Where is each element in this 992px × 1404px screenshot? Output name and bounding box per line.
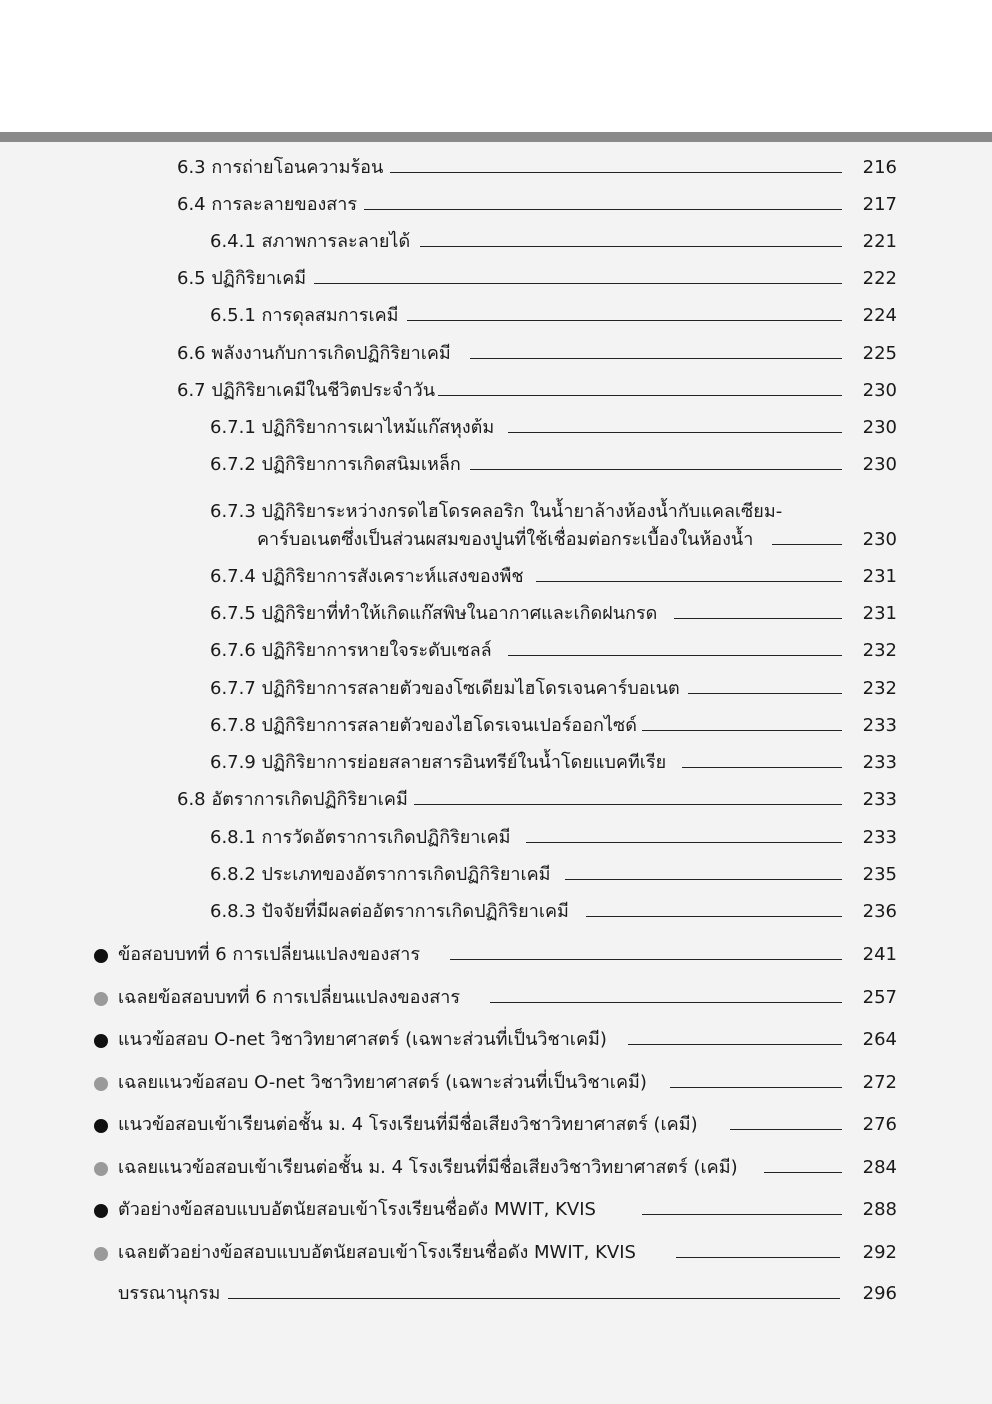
dot-leader (526, 842, 842, 843)
toc-entry[interactable] (0, 378, 992, 415)
toc-page-number: 216 (862, 157, 897, 178)
toc-entry-label: 6.7.8 ปฏิกิริยาการสลายตัวของไฮโดรเจนเปอร์ออกไซด์ (210, 715, 637, 736)
toc-page-number: 284 (862, 1157, 897, 1178)
dot-leader (628, 1044, 842, 1045)
toc-entry[interactable] (0, 303, 992, 340)
toc-entry[interactable] (0, 452, 992, 489)
dot-leader (682, 767, 842, 768)
toc-page-number: 233 (862, 789, 897, 810)
toc-entry[interactable] (0, 787, 992, 824)
dot-leader (228, 1298, 840, 1299)
toc-entry-label: บรรณานุกรม (118, 1283, 221, 1304)
dot-leader (586, 916, 842, 917)
dot-leader (438, 395, 842, 396)
toc-page-number: 230 (862, 380, 897, 401)
toc-page-number: 296 (862, 1283, 897, 1304)
toc-page-number: 288 (862, 1199, 897, 1220)
toc-entry-label: 6.7.7 ปฏิกิริยาการสลายตัวของโซเดียมไฮโดรเจนคาร์บอเนต (210, 678, 680, 699)
toc-entry[interactable] (0, 341, 992, 378)
dot-leader (407, 320, 842, 321)
toc-entry-label: 6.5.1 การดุลสมการเคมี (210, 305, 399, 326)
dot-leader (364, 209, 842, 210)
toc-entry-label: 6.6 พลังงานกับการเกิดปฏิกิริยาเคมี (177, 343, 451, 364)
toc-entry-label: 6.8.2 ประเภทของอัตราการเกิดปฏิกิริยาเคมี (210, 864, 551, 885)
dot-leader (470, 469, 842, 470)
dot-leader (536, 581, 842, 582)
toc-entry[interactable] (0, 564, 992, 601)
toc-entry[interactable] (0, 1197, 992, 1234)
dot-leader (508, 655, 842, 656)
toc-entry[interactable] (0, 825, 992, 862)
toc-page-number: 222 (862, 268, 897, 289)
toc-entry-label: เฉลยตัวอย่างข้อสอบแบบอัตนัยสอบเข้าโรงเรียนชื่อดัง MWIT, KVIS (118, 1242, 636, 1263)
toc-page-number: 236 (862, 901, 897, 922)
toc-entry-label: 6.3 การถ่ายโอนความร้อน (177, 157, 384, 178)
bullet-grey-icon (94, 992, 108, 1006)
toc-entry[interactable] (0, 155, 992, 192)
toc-entry-label: ตัวอย่างข้อสอบแบบอัตนัยสอบเข้าโรงเรียนชื่อดัง MWIT, KVIS (118, 1199, 596, 1220)
toc-entry[interactable] (0, 601, 992, 638)
dot-leader (420, 246, 842, 247)
toc-page-number: 230 (862, 454, 897, 475)
toc-entry[interactable] (0, 1070, 992, 1107)
dot-leader (314, 283, 842, 284)
toc-entry[interactable] (0, 229, 992, 266)
toc-page-number: 232 (862, 678, 897, 699)
toc-page-number: 233 (862, 827, 897, 848)
bullet-dark-icon (94, 949, 108, 963)
toc-page-number: 221 (862, 231, 897, 252)
toc-entry-label: 6.7.5 ปฏิกิริยาที่ทำให้เกิดแก๊สพิษในอากาศและเกิดฝนกรด (210, 603, 658, 624)
toc-page-number: 292 (862, 1242, 897, 1263)
toc-page-number: 241 (862, 944, 897, 965)
toc-entry[interactable] (0, 266, 992, 303)
toc-entry[interactable] (0, 1112, 992, 1149)
toc-entry-label: 6.7.9 ปฏิกิริยาการย่อยสลายสารอินทรีย์ในน้ำโดยแบคทีเรีย (210, 752, 667, 773)
toc-page-number: 232 (862, 640, 897, 661)
toc-entry[interactable] (0, 899, 992, 936)
dot-leader (414, 804, 842, 805)
toc-entry-label: 6.4.1 สภาพการละลายได้ (210, 231, 411, 252)
dot-leader (490, 1002, 842, 1003)
toc-entry[interactable] (0, 1240, 992, 1277)
toc-entry-label: 6.8.1 การวัดอัตราการเกิดปฏิกิริยาเคมี (210, 827, 511, 848)
dot-leader (688, 693, 842, 694)
toc-entry-label: เฉลยข้อสอบบทที่ 6 การเปลี่ยนแปลงของสาร (118, 987, 461, 1008)
toc-entry[interactable] (0, 862, 992, 899)
toc-page-number: 224 (862, 305, 897, 326)
toc-page-number: 231 (862, 603, 897, 624)
dot-leader (390, 172, 842, 173)
toc-entry-label: 6.7.3 ปฏิกิริยาระหว่างกรดไฮโดรคลอริก ในน้ำยาล้างห้องน้ำกับแคลเซียม- (210, 501, 783, 522)
dot-leader (674, 618, 842, 619)
toc-entry[interactable] (0, 638, 992, 675)
toc-entry[interactable] (0, 192, 992, 229)
dot-leader (772, 544, 842, 545)
dot-leader (470, 358, 842, 359)
toc-entry[interactable] (0, 942, 992, 979)
toc-page-number: 257 (862, 987, 897, 1008)
bullet-grey-icon (94, 1077, 108, 1091)
dot-leader (642, 730, 842, 731)
dot-leader (764, 1172, 842, 1173)
dot-leader (450, 959, 842, 960)
toc-entry-label: 6.7.2 ปฏิกิริยาการเกิดสนิมเหล็ก (210, 454, 461, 475)
toc-entry[interactable] (0, 1155, 992, 1192)
toc-page-number: 264 (862, 1029, 897, 1050)
toc-entry[interactable] (0, 1027, 992, 1064)
dot-leader (670, 1087, 842, 1088)
toc-entry-label: ข้อสอบบทที่ 6 การเปลี่ยนแปลงของสาร (118, 944, 421, 965)
bullet-dark-icon (94, 1204, 108, 1218)
toc-entry-label: 6.7.6 ปฏิกิริยาการหายใจระดับเซลล์ (210, 640, 492, 661)
toc-entry-label-continued: คาร์บอเนตซึ่งเป็นส่วนผสมของปูนที่ใช้เชื่อมต่อกระเบื้องในห้องน้ำ (257, 529, 754, 550)
toc-entry-label: 6.8 อัตราการเกิดปฏิกิริยาเคมี (177, 789, 408, 810)
toc-entry-label: เฉลยแนวข้อสอบ O-net วิชาวิทยาศาสตร์ (เฉพาะส่วนที่เป็นวิชาเคมี) (118, 1072, 647, 1093)
toc-page-number: 225 (862, 343, 897, 364)
toc-entry[interactable] (0, 676, 992, 713)
page-top-margin (0, 0, 992, 132)
toc-entry-label: แนวข้อสอบ O-net วิชาวิทยาศาสตร์ (เฉพาะส่วนที่เป็นวิชาเคมี) (118, 1029, 607, 1050)
toc-entry-label: 6.8.3 ปัจจัยที่มีผลต่ออัตราการเกิดปฏิกิริยาเคมี (210, 901, 569, 922)
toc-page-number: 272 (862, 1072, 897, 1093)
toc-page-number: 230 (862, 529, 897, 550)
toc-entry[interactable] (0, 713, 992, 750)
dot-leader (642, 1214, 842, 1215)
toc-entry[interactable] (0, 985, 992, 1022)
toc-page-number: 233 (862, 715, 897, 736)
toc-entry-label: เฉลยแนวข้อสอบเข้าเรียนต่อชั้น ม. 4 โรงเรียนที่มีชื่อเสียงวิชาวิทยาศาสตร์ (เคมี) (118, 1157, 738, 1178)
toc-page-number: 276 (862, 1114, 897, 1135)
toc-entry[interactable] (0, 1281, 992, 1318)
toc-entry-label: 6.7.4 ปฏิกิริยาการสังเคราะห์แสงของพืช (210, 566, 524, 587)
toc-page-number: 217 (862, 194, 897, 215)
toc-entry[interactable] (0, 527, 992, 564)
toc-entry-label: 6.7.1 ปฏิกิริยาการเผาไหม้แก๊สหุงต้ม (210, 417, 495, 438)
bullet-grey-icon (94, 1247, 108, 1261)
toc-page-number: 235 (862, 864, 897, 885)
dot-leader (676, 1257, 840, 1258)
bullet-dark-icon (94, 1119, 108, 1133)
toc-entry[interactable] (0, 750, 992, 787)
toc-entry-label: 6.5 ปฏิกิริยาเคมี (177, 268, 307, 289)
bullet-dark-icon (94, 1034, 108, 1048)
dot-leader (730, 1129, 842, 1130)
dot-leader (565, 879, 842, 880)
toc-page-number: 233 (862, 752, 897, 773)
toc-page-number: 231 (862, 566, 897, 587)
toc-entry-label: 6.4 การละลายของสาร (177, 194, 358, 215)
dot-leader (508, 432, 842, 433)
toc-entry-label: 6.7 ปฏิกิริยาเคมีในชีวิตประจำวัน (177, 380, 436, 401)
toc-entry[interactable] (0, 415, 992, 452)
header-rule (0, 132, 992, 142)
toc-page-number: 230 (862, 417, 897, 438)
bullet-grey-icon (94, 1162, 108, 1176)
toc-entry-label: แนวข้อสอบเข้าเรียนต่อชั้น ม. 4 โรงเรียนที่มีชื่อเสียงวิชาวิทยาศาสตร์ (เคมี) (118, 1114, 698, 1135)
